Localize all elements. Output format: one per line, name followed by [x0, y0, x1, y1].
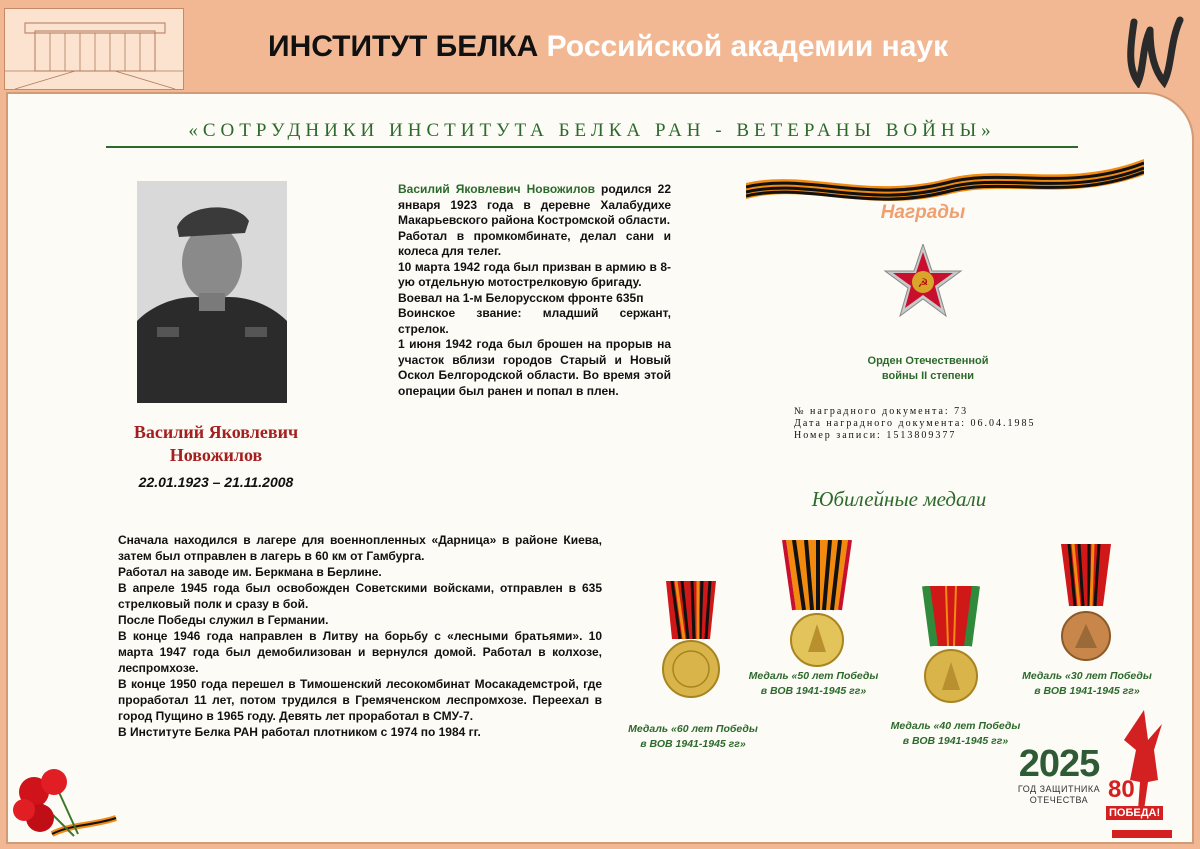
bio-paragraph: Воинское звание: младший сержант, стрелок. [398, 306, 671, 336]
medal-caption-line2: в ВОВ 1941-1945 гг» [760, 685, 867, 697]
medal-40-years-icon [918, 586, 984, 704]
bio-paragraph: 1 июня 1942 года был брошен на прорыв на участок вблизи городов Старый и Новый Оскол Белгородской области. Во время этой операции был ранен и попал в плен. [398, 337, 671, 398]
institute-logo-icon [1120, 8, 1190, 88]
veteran-life-dates: 22.01.1923 – 21.11.2008 [138, 474, 294, 490]
order-caption-line2: войны II степени [881, 370, 975, 382]
content-panel [6, 92, 1194, 844]
veteran-name-line2: Новожилов [169, 445, 263, 465]
order-caption [860, 354, 996, 384]
header-title [268, 30, 948, 64]
story-paragraph: В апреле 1945 года был освобожден Советскими войсками, отправлен в 635 стрелковый полк и сразу в бой. [118, 581, 602, 611]
year-text-line1: ГОД ЗАЩИТНИКА [1017, 784, 1101, 794]
medal-40-caption [883, 719, 1028, 749]
story-text [118, 532, 602, 740]
medal-60-caption [623, 722, 763, 752]
awards-title: Награды [880, 202, 966, 223]
medal-caption-line2: в ВОВ 1941-1945 гг» [902, 735, 1009, 747]
header-title-light: Российской академии наук [546, 30, 949, 63]
story-paragraph: В конце 1946 года направлен в Литву на борьбу с «лесными братьями». 10 марта 1947 года был демобилизован и вернулся домой. Работал в колхозе, леспромхозе. [118, 629, 602, 675]
medal-50-caption [741, 669, 886, 699]
order-caption-line1: Орден Отечественной [867, 355, 989, 367]
svg-text:☭: ☭ [917, 276, 929, 290]
medal-30-caption [1012, 669, 1162, 699]
medal-30-years-icon [1053, 544, 1119, 662]
story-paragraph: В конце 1950 года перешел в Тимошенский лесокомбинат Мосакадемстрой, где проработал 11 лет, потом трудился в Гремяченском леспромхозе. Переехал в город Пущино в 1965 году. Девять лет проработал в СМУ-7. [118, 677, 602, 723]
veteran-name-caption [106, 421, 326, 467]
award-doc-date: Дата наградного документа: 06.04.1985 [794, 418, 1036, 429]
award-record-number: Номер записи: 1513809377 [794, 430, 957, 441]
header-title-bold: ИНСТИТУТ БЕЛКА [268, 30, 539, 63]
institute-building-image [4, 8, 184, 90]
medal-caption-line1: Медаль «60 лет Победы [628, 723, 758, 735]
veteran-name-line1: Василий Яковлевич [133, 422, 299, 442]
story-paragraph: Сначала находился в лагере для военнопленных «Дарница» в районе Киева, затем был отправлен в лагерь в 60 км от Гамбурга. [118, 533, 602, 563]
victory-word: ПОБЕДА! [1106, 806, 1163, 820]
medal-caption-line2: в ВОВ 1941-1945 гг» [640, 738, 746, 750]
story-paragraph: В Институте Белка РАН работал плотником с 1974 по 1984 гг. [118, 725, 481, 739]
bio-paragraph: Воевал на 1-м Белорусском фронте 635п [398, 290, 644, 305]
carnations-ribbon-icon [12, 764, 118, 842]
jubilee-medals-title: Юбилейные медали [811, 487, 987, 511]
year-text-line2: ОТЕЧЕСТВА [1029, 795, 1089, 805]
bio-fullname: Василий Яковлевич Новожилов [398, 182, 596, 196]
defender-year-logo [1014, 744, 1104, 842]
victory-80-monument-icon [1104, 710, 1174, 840]
award-doc-number: № наградного документа: 73 [794, 406, 969, 417]
victory-80-number: 80 [1108, 776, 1135, 803]
bio-paragraph: Работал в промкомбинате, делал сани и колеса для телег. [398, 228, 671, 258]
medal-caption-line1: Медаль «30 лет Победы [1022, 670, 1152, 682]
medal-caption-line2: в ВОВ 1941-1945 гг» [1034, 685, 1140, 697]
year-number: 2025 [1018, 743, 1100, 785]
veteran-photo [137, 181, 287, 403]
header [0, 0, 1200, 92]
medal-50-years-icon [780, 540, 854, 668]
medal-caption-line1: Медаль «50 лет Победы [748, 670, 879, 682]
award-document-info [794, 406, 1036, 442]
story-paragraph: Работал на заводе им. Беркмана в Берлине. [118, 565, 382, 579]
medal-caption-line1: Медаль «40 лет Победы [890, 720, 1021, 732]
story-paragraph: После Победы служил в Германии. [118, 613, 329, 627]
order-patriotic-war-icon [883, 244, 963, 324]
biography-text [398, 182, 671, 399]
bio-paragraph: 10 марта 1942 года был призван в армию в 8-ую отдельную мотострелковую бригаду. [398, 259, 671, 289]
bio-paragraph: родился 22 января 1923 года в деревне Халабудихе Макарьевского района Костромской области. [398, 182, 671, 227]
medal-60-years-icon [658, 581, 724, 701]
st-george-ribbon [746, 149, 1144, 201]
page-subtitle: «СОТРУДНИКИ ИНСТИТУТА БЕЛКА РАН - ВЕТЕРАНЫ ВОЙНЫ» [106, 120, 1078, 148]
